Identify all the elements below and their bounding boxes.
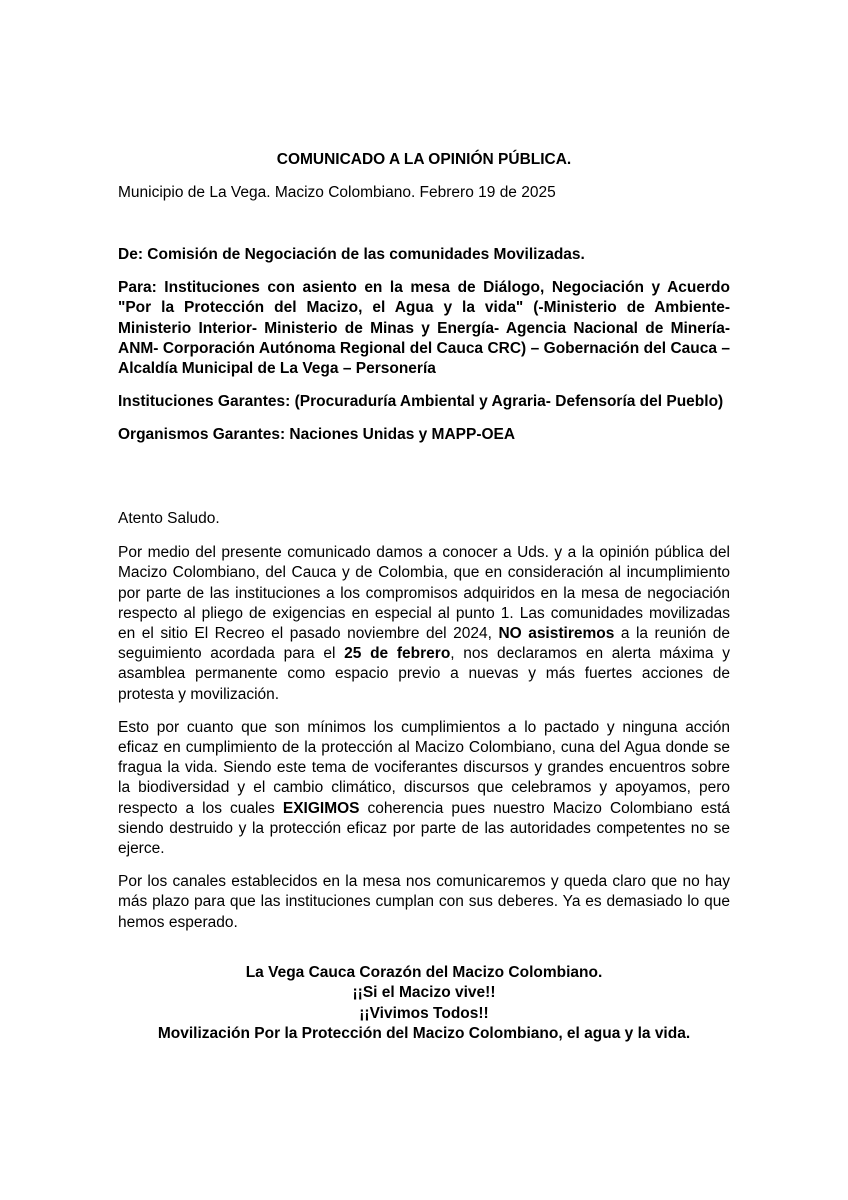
letter-body	[118, 509, 730, 946]
paragraph-1-text-c: a la reunión de seguimiento acordada para el	[118, 625, 731, 663]
paragraph-2-bold-exigimos: EXIGIMOS	[282, 799, 360, 817]
document-title: COMUNICADO A LA OPINIÓN PÚBLICA.	[276, 151, 572, 168]
closing-line-2: ¡¡Si el Macizo vive!!	[352, 984, 496, 1002]
closing-line-3: ¡¡Vivimos Todos!!	[359, 1004, 489, 1022]
closing-line-4: Movilización Por la Protección del Macizo Colombiano, el agua y la vida.	[157, 1025, 691, 1043]
paragraph-1-text-a: Por medio del presente comunicado damos a conocer a Uds. y a la opinión pública del Macizo Colombiano, del Cauca y de Colombia, que en consideración al incumplimiento por parte de las instituciones a los compromisos adquiridos en la mesa de negociación respecto al pliego de exigencias en especial al punto 1. Las comunidades movilizadas en el sitio El Recreo el pasado noviembre del 2024,	[118, 544, 730, 643]
paragraph-1	[118, 543, 730, 705]
organisms-guarantors: Organismos Garantes: Naciones Unidas y MAPP-OEA	[118, 426, 516, 444]
place-date: Municipio de La Vega. Macizo Colombiano. Febrero 19 de 2025	[118, 184, 556, 201]
greeting: Atento Saludo.	[118, 510, 220, 527]
paragraph-2-text-c: coherencia pues nuestro Macizo Colombiano está siendo destruido y la protección eficaz por parte de las autoridades competentes no se ejerce.	[118, 799, 730, 858]
addressing-block	[118, 245, 730, 459]
paragraph-2-text-a: Esto por cuanto que son mínimos los cumplimientos a lo pactado y ninguna acción eficaz en cumplimiento de la protección al Macizo Colombiano, cuna del Agua donde se fragua la vida. Siendo este tema de vociferantes discursos y grandes encuentros sobre la biodiversidad y el cambio climático, discursos que celebramos y apoyamos, pero respecto a los cuales	[118, 718, 730, 817]
institutions-guarantors: Instituciones Garantes: (Procuraduría Ambiental y Agraria- Defensoría del Pueblo)	[118, 393, 724, 411]
from-line: De: Comisión de Negociación de las comunidades Movilizadas.	[118, 246, 585, 263]
paragraph-1-text-e: , nos declaramos en alerta máxima y asamblea permanente como espacio previo a nuevas y más fuertes acciones de protesta y movilización.	[118, 645, 730, 703]
to-line: Para: Instituciones con asiento en la mesa de Diálogo, Negociación y Acuerdo "Por la Protección del Macizo, el Agua y la vida" (-Ministerio de Ambiente- Ministerio Interior- Ministerio de Minas y Energía- Agencia Nacional de Minería- ANM- Corporación Autónoma Regional del Cauca CRC) – Gobernación del Cauca – Alcaldía Municipal de La Vega – Personería	[118, 279, 730, 378]
paragraph-1-bold-date: 25 de febrero	[344, 645, 451, 663]
closing-line-1: La Vega Cauca Corazón del Macizo Colombiano.	[245, 964, 603, 981]
paragraph-1-bold-no-asistiremos: NO asistiremos	[498, 625, 615, 643]
paragraph-3: Por los canales establecidos en la mesa nos comunicaremos y queda claro que no hay más plazo para que las instituciones cumplan con sus deberes. Ya es demasiado lo que hemos esperado.	[118, 873, 730, 931]
paragraph-2	[118, 718, 730, 859]
closing-slogans	[98, 963, 750, 1045]
